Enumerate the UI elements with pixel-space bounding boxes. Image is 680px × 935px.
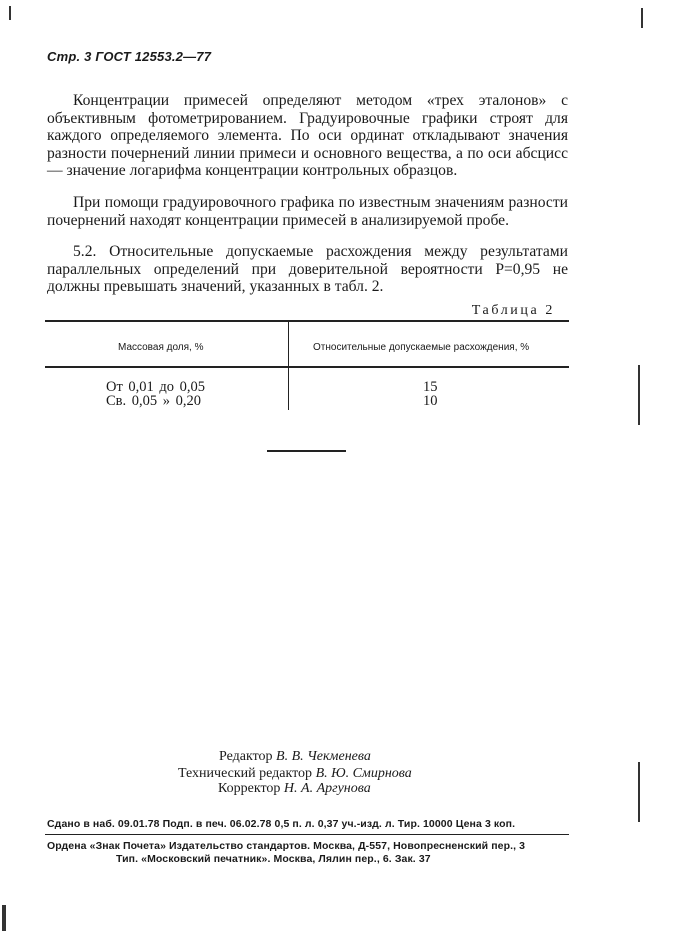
imprint-line-3: Тип. «Московский печатник». Москва, Лялин пер., 6. Зак. 37	[116, 853, 431, 865]
table-top-rule	[45, 320, 569, 322]
credit-corrector-label: Корректор	[218, 781, 281, 796]
credit-tech-editor-label: Технический редактор	[178, 766, 313, 781]
credit-tech-editor-name: В. Ю. Смирнова	[315, 766, 412, 781]
paragraph-method-text: Концентрации примесей определяют методом «трех эталонов» с объективным фотометрированием. Градуировочные графики строят для каждого определяемого элемента. По оси ординат откладывают значения разности почернений линии примеси и основного вещества, а по оси абсцисс — значение логарифма концентрации контрольных образцов.	[47, 92, 568, 180]
paragraph-tolerance-text: 5.2. Относительные допускаемые расхождения между результатами параллельных определений при доверительной вероятности P=0,95 не должны превышать значений, указанных в табл. 2.	[47, 243, 568, 296]
paragraph-tolerance	[47, 243, 568, 296]
credit-tech-editor	[178, 766, 412, 782]
page-header: Стр. 3 ГОСТ 12553.2—77	[47, 49, 212, 64]
scan-mark-bottom-left	[2, 905, 6, 931]
paragraph-method	[47, 92, 568, 180]
scan-mark-right-bottom	[638, 762, 640, 822]
credit-editor-name: В. В. Чекменева	[276, 749, 371, 764]
credit-corrector	[218, 781, 371, 797]
scan-mark-right-middle	[638, 365, 640, 425]
table-header-mass-fraction: Массовая доля, %	[118, 342, 204, 353]
scan-mark-top-right	[641, 8, 643, 28]
paragraph-graph	[47, 194, 568, 229]
credit-editor	[219, 749, 371, 765]
end-rule	[267, 450, 346, 452]
table-cell-range-1: От 0,01 до 0,05	[106, 379, 206, 395]
imprint-line-2: Ордена «Знак Почета» Издательство стандартов. Москва, Д-557, Новопресненский пер., 3	[47, 840, 526, 852]
table-header-rule	[45, 366, 569, 368]
credit-editor-label: Редактор	[219, 749, 273, 764]
paragraph-graph-text: При помощи градуировочного графика по известным значениям разности почернений находят концентрации примесей в анализируемой пробе.	[47, 194, 568, 229]
table-cell-range-2: Св. 0,05 » 0,20	[106, 393, 202, 409]
table-caption: Таблица 2	[471, 303, 555, 318]
imprint-rule	[45, 834, 569, 835]
credit-corrector-name: Н. А. Аргунова	[283, 781, 371, 796]
imprint-line-1: Сдано в наб. 09.01.78 Подп. в печ. 06.02.78 0,5 п. л. 0,37 уч.-изд. л. Тир. 10000 Цена 3 коп.	[47, 818, 516, 830]
scan-mark-top-left	[9, 6, 11, 20]
table-header-tolerance: Относительные допускаемые расхождения, %	[313, 342, 530, 353]
table-cell-value-2: 10	[423, 393, 438, 409]
table-column-divider	[288, 322, 289, 410]
table-cell-value-1: 15	[423, 379, 438, 395]
